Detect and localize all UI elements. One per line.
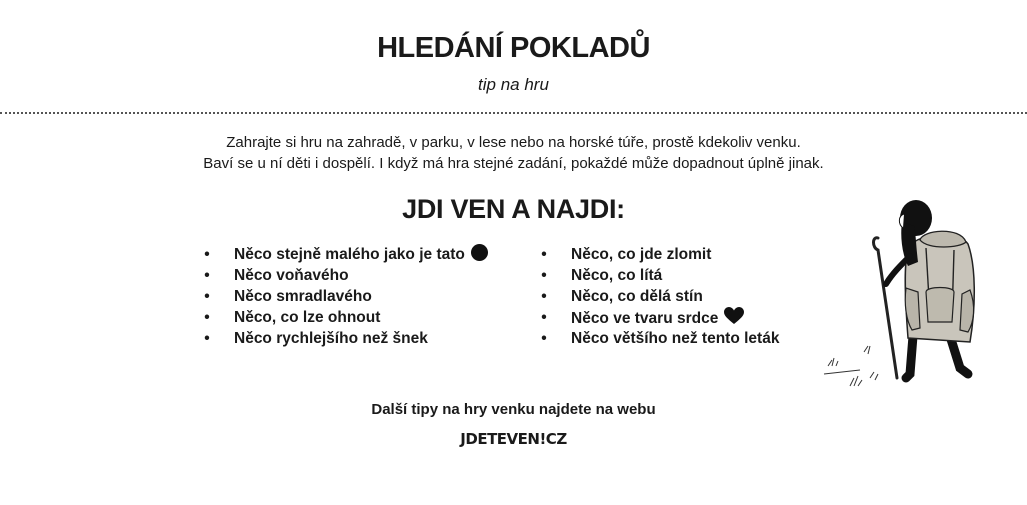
page-title: HLEDÁNÍ POKLADŮ <box>377 32 650 64</box>
brand-logo[interactable]: JDETEVEN!CZ <box>460 430 567 448</box>
list-item-text: Něco voňavého <box>234 267 349 284</box>
bullet: • <box>541 309 547 326</box>
list-item <box>539 286 779 307</box>
bullet: • <box>541 330 547 347</box>
list-item-text: Něco, co dělá stín <box>571 288 703 305</box>
list-item-text: Něco, co lze ohnout <box>234 309 381 326</box>
bullet: • <box>541 267 547 284</box>
list-item <box>539 328 779 349</box>
list-item-text: Něco většího než tento leták <box>571 330 780 347</box>
list-item <box>202 307 488 328</box>
intro-line-1: Zahrajte si hru na zahradě, v parku, v lese nebo na horské túře, prostě kdekoliv venku. <box>226 134 801 151</box>
footer-text: Další tipy na hry venku najdete na webu <box>371 401 656 418</box>
task-list-right <box>539 244 779 349</box>
intro-paragraph <box>0 132 1027 174</box>
bullet: • <box>204 267 210 284</box>
list-item <box>539 307 779 328</box>
bullet: • <box>204 309 210 326</box>
list-item-text: Něco smradlavého <box>234 288 372 305</box>
list-item-text: Něco, co jde zlomit <box>571 246 712 263</box>
bullet: • <box>541 288 547 305</box>
dot-icon <box>471 244 488 261</box>
page-subtitle: tip na hru <box>478 75 549 94</box>
task-list-left <box>202 244 488 349</box>
dotted-divider <box>0 112 1027 114</box>
hiker-illustration <box>820 196 990 391</box>
list-item-text: Něco rychlejšího než šnek <box>234 330 428 347</box>
list-item <box>202 265 488 286</box>
list-item-text: Něco ve tvaru srdce <box>571 310 719 327</box>
bullet: • <box>204 246 210 263</box>
bullet: • <box>204 288 210 305</box>
list-item <box>202 286 488 307</box>
list-item <box>539 244 779 265</box>
list-item <box>539 265 779 286</box>
intro-line-2: Baví se u ní děti i dospělí. I když má hra stejné zadání, pokaždé může dopadnout úplně jinak. <box>203 155 824 172</box>
section-heading: JDI VEN A NAJDI: <box>402 194 625 224</box>
bullet: • <box>541 246 547 263</box>
list-item <box>202 244 488 265</box>
list-item-text: Něco, co lítá <box>571 267 663 284</box>
bullet: • <box>204 330 210 347</box>
list-item <box>202 328 488 349</box>
list-item-text: Něco stejně malého jako je tato <box>234 246 465 263</box>
